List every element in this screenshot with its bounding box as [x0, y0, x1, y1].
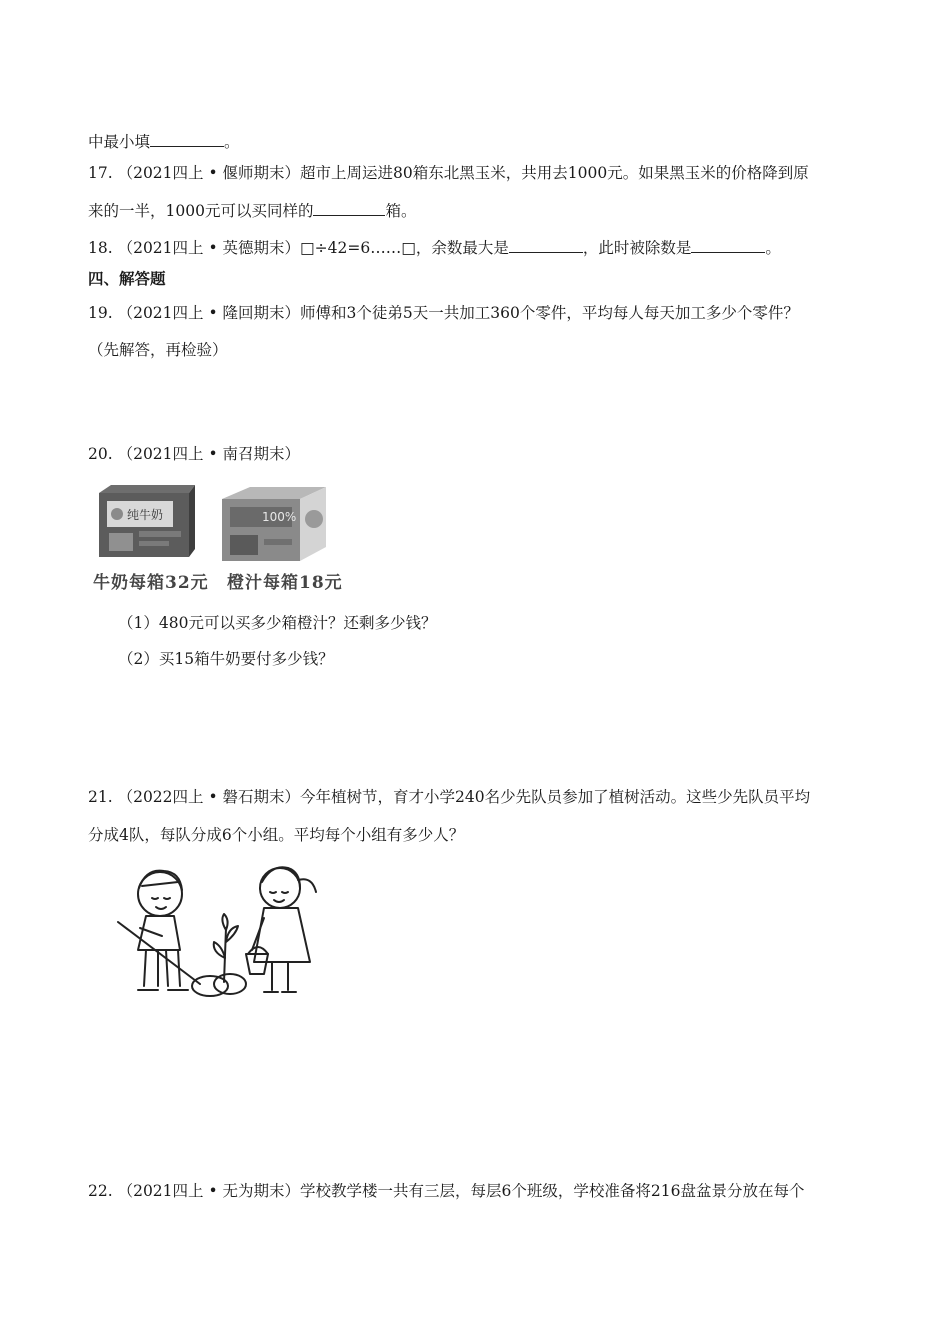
q17-line1: 17. （2021四上 • 偃师期末）超市上周运进80箱东北黑玉米，共用去1000元。如果黑玉米的价格降到原 [88, 164, 809, 182]
juice-caption: 橙汁每箱18元 [227, 573, 343, 593]
q18-mid: ，此时被除数是 [582, 239, 692, 257]
answer-blank[interactable] [509, 236, 583, 253]
q20-sub1: （1）480元可以买多少箱橙汁？还剩多少钱？ [118, 614, 437, 632]
q22-line1: 22. （2021四上 • 无为期末）学校教学楼一共有三层，每层6个班级，学校准备将216盘盆景分放在每个 [88, 1182, 805, 1200]
q21-line1: 21. （2022四上 • 磐石期末）今年植树节，育才小学240名少先队员参加了植树活动。这些少先队员平均 [88, 788, 811, 806]
milk-caption: 牛奶每箱32元 [93, 573, 209, 593]
q16-tail-line [88, 130, 240, 153]
q17-line2 [88, 199, 416, 222]
q17-line2-pre: 来的一半，1000元可以买同样的 [88, 202, 314, 220]
q20-line1: 20. （2021四上 • 南召期末） [88, 445, 301, 463]
q16-tail-text: 中最小填 [88, 133, 151, 151]
q19-line1: 19. （2021四上 • 隆回期末）师傅和3个徒弟5天一共加工360个零件，平均每人每天加工多少个零件？ [88, 304, 799, 322]
tree-planting-image [112, 858, 332, 1006]
answer-blank[interactable] [150, 130, 224, 147]
q18-pre: 18. （2021四上 • 英德期末）□÷42=6……□，余数最大是 [88, 239, 509, 257]
juice-box-image [216, 483, 330, 565]
q21-line2: 分成4队，每队分成6个小组。平均每个小组有多少人？ [88, 826, 465, 844]
q18-end: 。 [765, 239, 781, 257]
q20-sub2: （2）买15箱牛奶要付多少钱？ [118, 650, 334, 668]
q16-tail-end: 。 [224, 133, 240, 151]
answer-blank[interactable] [313, 199, 385, 216]
answer-blank[interactable] [691, 236, 765, 253]
milk-box-drawing [95, 481, 203, 563]
q18-line [88, 236, 781, 259]
children-planting-drawing [112, 858, 332, 1006]
svg-text:100%: 100% [262, 510, 297, 524]
q17-line2-post: 箱。 [385, 202, 417, 220]
q19-line2: （先解答，再检验） [88, 341, 228, 359]
milk-box-image [95, 481, 203, 563]
juice-box-drawing [216, 483, 330, 565]
section-title: 四、解答题 [88, 270, 166, 288]
milk-box-label: 纯牛奶 [127, 508, 164, 522]
